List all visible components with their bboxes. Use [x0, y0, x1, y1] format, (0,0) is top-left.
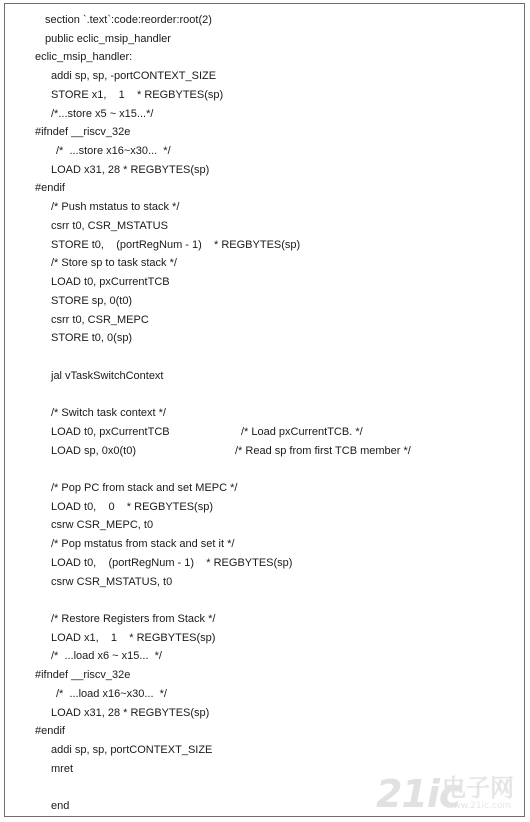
code-text: eclic_msip_handler: [35, 51, 133, 64]
code-line [5, 123, 524, 142]
code-text: LOAD t0, (portRegNum - 1) * REGBYTES(sp) [51, 556, 293, 569]
code-text: LOAD x1, 1 * REGBYTES(sp) [51, 631, 216, 644]
code-text: mret [51, 762, 73, 775]
code-text: /*...store x5 ~ x15...*/ [51, 107, 154, 120]
code-text: STORE sp, 0(t0) [51, 294, 133, 307]
code-line [5, 236, 524, 255]
code-line [5, 460, 524, 479]
code-comment: /* Read sp from first TCB member */ [235, 444, 411, 457]
code-text: csrr t0, CSR_MSTATUS [51, 219, 168, 232]
code-text: LOAD x31, 28 * REGBYTES(sp) [51, 706, 210, 719]
code-text: /* Pop PC from stack and set MEPC */ [51, 481, 238, 494]
code-line [5, 479, 524, 498]
code-text: LOAD t0, pxCurrentTCB [51, 425, 170, 438]
code-line [5, 666, 524, 685]
code-listing-frame [4, 3, 525, 817]
code-text: end [51, 800, 70, 813]
code-line [5, 67, 524, 86]
code-text: LOAD t0, pxCurrentTCB [51, 276, 170, 289]
code-text: LOAD t0, 0 * REGBYTES(sp) [51, 500, 213, 513]
code-line [5, 442, 524, 461]
site-watermark [376, 772, 522, 816]
watermark-logo: 21ic [376, 772, 461, 816]
code-text: /* Pop mstatus from stack and set it */ [51, 538, 235, 551]
code-text: LOAD sp, 0x0(t0) [51, 444, 136, 457]
code-line [5, 741, 524, 760]
code-text: STORE t0, (portRegNum - 1) * REGBYTES(sp) [51, 238, 301, 251]
code-text: public eclic_msip_handler [45, 32, 171, 45]
code-line [5, 498, 524, 517]
code-line [5, 423, 524, 442]
code-text: STORE t0, 0(sp) [51, 332, 133, 345]
code-text: #ifndef __riscv_32e [35, 669, 131, 682]
code-line [5, 367, 524, 386]
code-line [5, 142, 524, 161]
code-line [5, 535, 524, 554]
code-line [5, 591, 524, 610]
code-line [5, 516, 524, 535]
code-line [5, 161, 524, 180]
code-text: /* Restore Registers from Stack */ [51, 613, 216, 625]
code-comment: /* Load pxCurrentTCB. */ [241, 425, 363, 438]
code-text: #endif [35, 182, 65, 195]
code-listing [5, 11, 524, 816]
code-text: /* ...load x16~x30... */ [56, 687, 167, 700]
code-line [5, 179, 524, 198]
code-line [5, 329, 524, 348]
code-line [5, 105, 524, 124]
code-text: section `.text`:code:reorder:root(2) [45, 14, 212, 26]
code-line [5, 11, 524, 30]
code-line [5, 554, 524, 573]
code-text: jal vTaskSwitchContext [51, 369, 164, 382]
watermark-url: www.21ic.com [446, 801, 512, 811]
code-line [5, 348, 524, 367]
code-text: csrw CSR_MSTATUS, t0 [51, 575, 173, 588]
code-text: csrw CSR_MEPC, t0 [51, 519, 154, 532]
code-line [5, 311, 524, 330]
code-line [5, 30, 524, 49]
watermark-brand: 电子网 [442, 774, 514, 802]
code-text: #ifndef __riscv_32e [35, 126, 131, 139]
code-text: /* ...store x16~x30... */ [56, 145, 171, 158]
code-line [5, 385, 524, 404]
code-line [5, 217, 524, 236]
code-text: addi sp, sp, portCONTEXT_SIZE [51, 744, 213, 757]
code-line [5, 573, 524, 592]
code-line [5, 404, 524, 423]
code-line [5, 629, 524, 648]
code-line [5, 254, 524, 273]
code-line [5, 704, 524, 723]
code-line [5, 722, 524, 741]
code-line [5, 198, 524, 217]
code-text: #endif [35, 725, 65, 738]
code-text: STORE x1, 1 * REGBYTES(sp) [51, 88, 224, 101]
code-line [5, 86, 524, 105]
code-text: addi sp, sp, -portCONTEXT_SIZE [51, 70, 217, 83]
code-text: /* ...load x6 ~ x15... */ [51, 650, 162, 663]
code-line [5, 647, 524, 666]
code-text: LOAD x31, 28 * REGBYTES(sp) [51, 163, 210, 176]
code-line [5, 273, 524, 292]
code-text: /* Switch task context */ [51, 407, 166, 420]
code-line [5, 48, 524, 67]
code-text: csrr t0, CSR_MEPC [51, 313, 149, 326]
code-line [5, 292, 524, 311]
code-text: /* Push mstatus to stack */ [51, 201, 180, 214]
code-line [5, 610, 524, 629]
code-text: /* Store sp to task stack */ [51, 257, 177, 270]
code-line [5, 685, 524, 704]
